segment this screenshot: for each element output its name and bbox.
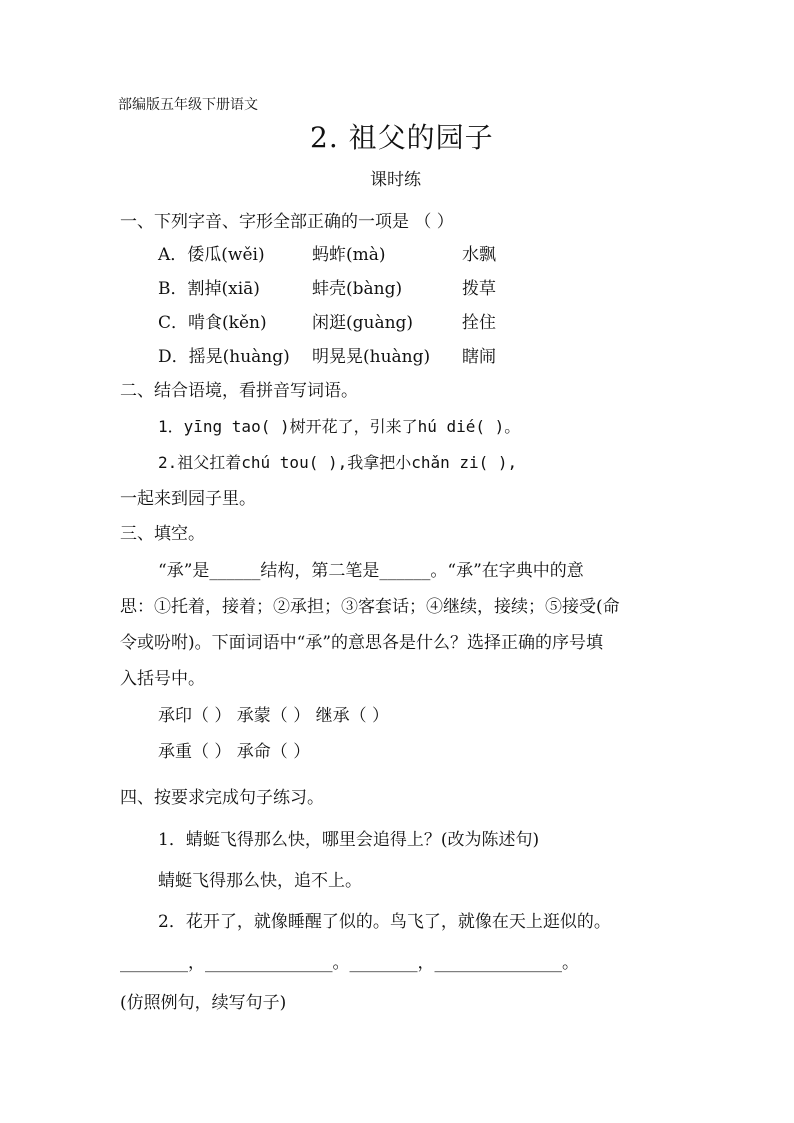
question-4-line-5: (仿照例句，续写句子) xyxy=(120,993,287,1013)
page-title: 2. 祖父的园子 xyxy=(310,121,494,154)
q1-option-c-label: C．啃食(kěn) xyxy=(158,313,267,333)
question-3-prompt: 三、填空。 xyxy=(120,524,205,544)
question-2-line-2: 2.祖父扛着chú tou( ),我拿把小chǎn zi( ), xyxy=(158,453,518,472)
page-subtitle: 课时练 xyxy=(370,170,421,190)
question-4-line-1: 1．蜻蜓飞得那么快，哪里会追得上？(改为陈述句) xyxy=(158,830,540,850)
header-note: 部编版五年级下册语文 xyxy=(118,97,258,113)
question-4-line-3: 2．花开了，就像睡醒了似的。鸟飞了，就像在天上逛似的。 xyxy=(158,912,611,932)
question-3-row-1: 承印（ ） 承蒙（ ） 继承（ ） xyxy=(158,706,390,726)
q1-option-d-c: 瞎闹 xyxy=(462,347,496,367)
question-3-line-2: 思：①托着，接着；②承担；③客套话；④继续，接续；⑤接受(命 xyxy=(120,597,620,617)
q1-option-a-b: 蚂蚱(mà) xyxy=(312,245,386,265)
q1-option-c-c: 拴住 xyxy=(462,313,496,333)
question-3-line-4: 入括号中。 xyxy=(120,669,205,689)
q1-option-a-c: 水飘 xyxy=(462,245,496,265)
question-3-line-1: “承”是______结构，第二笔是______。“承”在字典中的意 xyxy=(158,561,584,581)
question-2-line-1: 1．yīng tao( )树开花了，引来了hú dié( )。 xyxy=(158,417,521,436)
question-4-line-4: ________，_______________。________，_______________。 xyxy=(120,953,579,973)
question-3-row-2: 承重（ ） 承命（ ） xyxy=(158,742,311,762)
question-3-line-3: 令或吩咐)。下面词语中“承”的意思各是什么？选择正确的序号填 xyxy=(120,633,604,653)
question-4-prompt: 四、按要求完成句子练习。 xyxy=(120,788,324,808)
q1-option-b-b: 蚌壳(bàng) xyxy=(312,279,403,299)
q1-option-d-b: 明晃晃(huàng) xyxy=(312,347,431,367)
question-2-prompt: 二、结合语境，看拼音写词语。 xyxy=(120,381,358,401)
question-4-line-2: 蜻蜓飞得那么快，追不上。 xyxy=(158,871,362,891)
q1-option-a-label: A．倭瓜(wěi) xyxy=(158,245,265,265)
q1-option-d-label: D．摇晃(huàng) xyxy=(158,347,290,367)
question-2-line-3: 一起来到园子里。 xyxy=(120,489,256,509)
q1-option-b-label: B．割掉(xiā) xyxy=(158,279,260,299)
question-1-prompt: 一、下列字音、字形全部正确的一项是 （ ） xyxy=(120,212,454,232)
q1-option-b-c: 拨草 xyxy=(462,279,496,299)
q1-option-c-b: 闲逛(guàng) xyxy=(312,313,414,333)
